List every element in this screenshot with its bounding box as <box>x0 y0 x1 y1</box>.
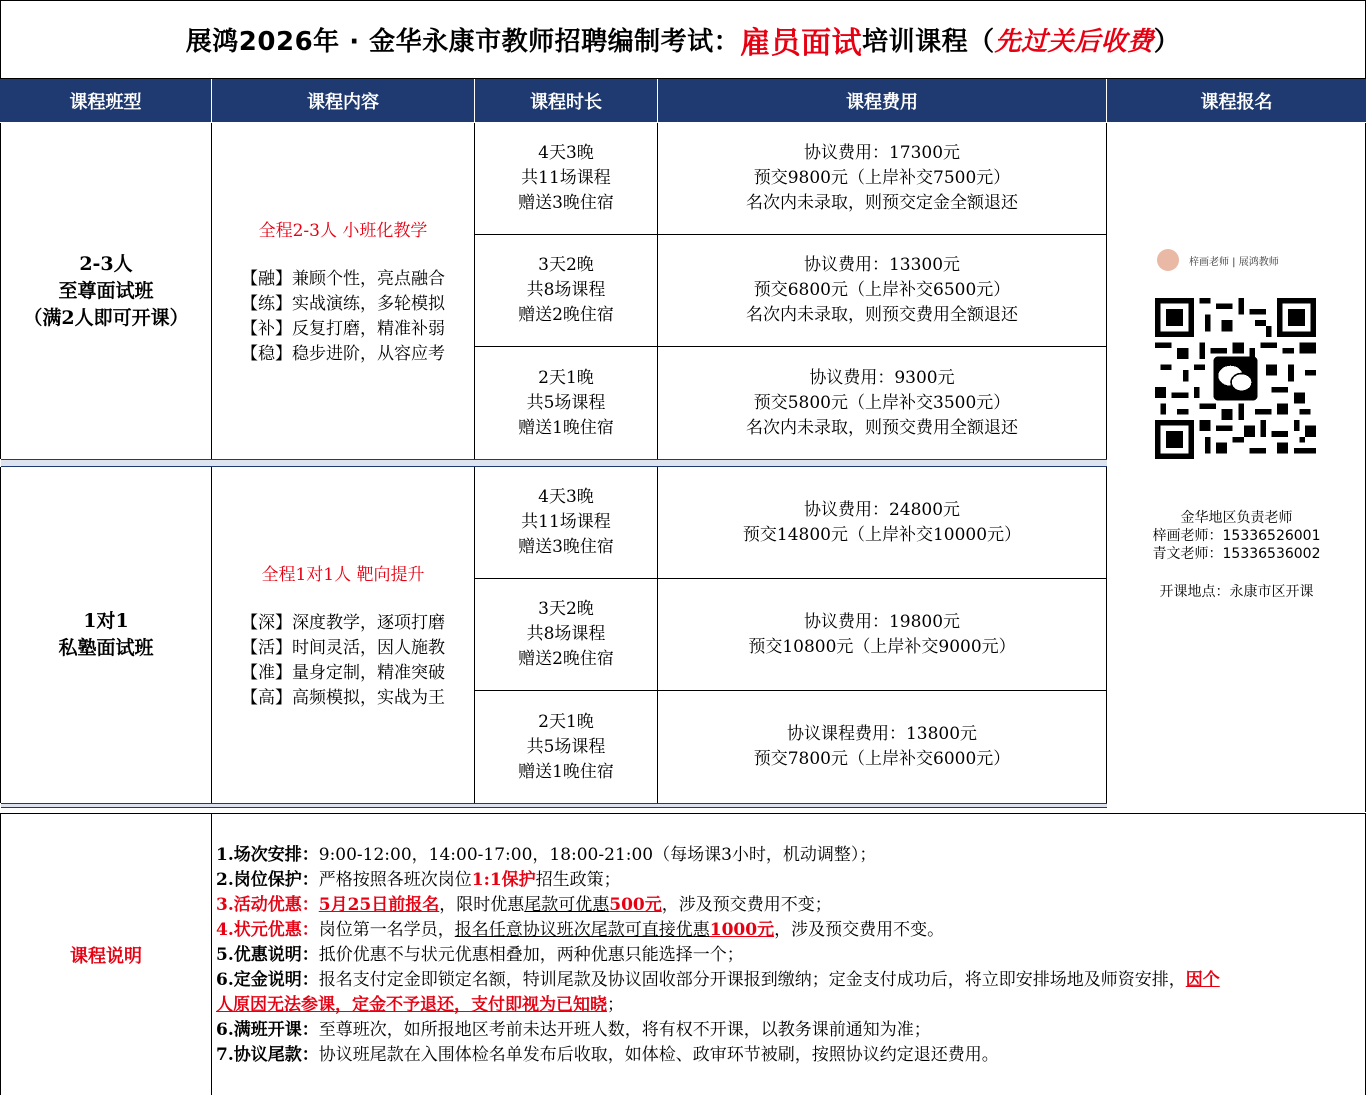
class-name-one-on-one <box>0 467 212 803</box>
fee-cell <box>658 235 1107 347</box>
avatar <box>1157 249 1179 271</box>
note-highlight: 1000元 <box>709 920 775 940</box>
fee-line: 协议费用：9300元 <box>809 367 955 388</box>
note-title: 6.定金说明： <box>216 970 319 990</box>
fee-line: 协议费用：24800元 <box>803 499 961 520</box>
fee-cell <box>658 579 1107 691</box>
note-title: 4.状元优惠： <box>216 920 319 940</box>
fee-line: 协议费用：19800元 <box>803 611 961 632</box>
content-line: 【准】量身定制，精准突破 <box>241 662 445 683</box>
note-highlight: 1:1保护 <box>471 870 536 890</box>
fee-cell <box>658 467 1107 579</box>
note-item <box>216 968 1365 993</box>
fee-line: 名次内未录取，则预交定金全额退还 <box>746 193 1018 213</box>
content-line: 【活】时间灵活，因人施教 <box>241 637 445 658</box>
duration-line: 赠送1晚住宿 <box>518 417 614 438</box>
fee-line: 预交7800元（上岸补交6000元） <box>753 749 1011 769</box>
duration-cell <box>475 467 658 579</box>
duration-line: 赠送3晚住宿 <box>518 193 614 213</box>
content-line: 【练】实战演练，多轮模拟 <box>241 293 445 314</box>
class-tagline: 全程1对1人 靶向提升 <box>261 564 425 585</box>
note-highlight: 因个 <box>1185 970 1220 990</box>
section-separator <box>1 459 1107 467</box>
note-text: ，限时优惠 <box>439 895 525 915</box>
note-highlight: 500元 <box>609 895 662 915</box>
note-underline: 尾款可优惠 <box>524 895 610 915</box>
note-text: 严格按照各班次岗位 <box>318 870 472 890</box>
registration-panel <box>1107 123 1366 812</box>
fee-cell <box>658 691 1107 803</box>
note-text: 招生政策； <box>535 870 621 890</box>
fee-cell <box>658 123 1107 235</box>
duration-line: 4天3晚 <box>538 487 594 507</box>
class-name-line: 1对1 <box>83 610 129 632</box>
fee-line: 名次内未录取，则预交费用全额退还 <box>746 305 1018 325</box>
duration-line: 4天3晚 <box>538 143 594 163</box>
header-registration: 课程报名 <box>1107 79 1366 122</box>
note-title: 1.场次安排： <box>216 845 319 865</box>
duration-line: 2天1晚 <box>538 367 594 388</box>
note-item <box>216 918 1365 943</box>
page-title <box>0 0 1366 79</box>
header-duration: 课程时长 <box>475 79 658 122</box>
note-text: ，涉及预交费用不变； <box>661 895 832 915</box>
class-tagline: 全程2-3人 小班化教学 <box>258 220 428 241</box>
duration-line: 共11场课程 <box>521 168 611 188</box>
class-name-line: 私塾面试班 <box>58 637 154 659</box>
content-line: 【高】高频模拟，实战为王 <box>241 687 445 708</box>
title-suffix: ） <box>1153 27 1181 57</box>
qr-caption-text: 梓画老师 | 展鸿教师 <box>1189 256 1279 268</box>
header-fee: 课程费用 <box>658 79 1107 122</box>
title-prefix: 展鸿2026年 · 金华永康市教师招聘编制考试： <box>185 27 741 57</box>
duration-line: 3天2晚 <box>538 599 594 619</box>
wechat-qr-code[interactable] <box>1155 298 1316 459</box>
course-location: 开课地点：永康市区开课 <box>1159 584 1314 600</box>
note-item <box>216 993 1365 1018</box>
note-title: 2.岗位保护： <box>216 870 319 890</box>
note-text: 岗位第一名学员， <box>318 920 455 940</box>
class-name-line: （满2人即可开课） <box>23 306 189 329</box>
duration-cell <box>475 579 658 691</box>
note-text: 抵价优惠不与状元优惠相叠加，两种优惠只能选择一个； <box>318 945 744 965</box>
header-class-type: 课程班型 <box>0 79 212 122</box>
note-item <box>216 893 1365 918</box>
duration-line: 赠送2晚住宿 <box>518 649 614 669</box>
contact-zihua[interactable]: 梓画老师：15336526001 <box>1152 528 1321 544</box>
note-text: 报名支付定金即锁定名额，特训尾款及协议固收部分开课报到缴纳；定金支付成功后，将立即安排场地及师资安排， <box>318 970 1186 990</box>
fee-line: 预交9800元（上岸补交7500元） <box>753 168 1011 188</box>
duration-line: 共5场课程 <box>526 392 606 413</box>
note-item <box>216 843 1365 868</box>
note-item <box>216 868 1365 893</box>
class-name-line: 2-3人 <box>79 252 133 275</box>
title-highlight: 雇员面试 <box>740 25 863 61</box>
fee-line: 协议课程费用：13800元 <box>786 724 978 744</box>
title-middle: 培训课程（ <box>862 27 995 57</box>
duration-line: 2天1晚 <box>538 711 594 732</box>
note-text: ； <box>607 995 624 1015</box>
duration-line: 赠送2晚住宿 <box>518 305 614 325</box>
class-content-one-on-one <box>212 467 475 803</box>
class-content-small-group <box>212 123 475 459</box>
note-title: 6.满班开课： <box>216 1020 319 1040</box>
fee-line: 预交14800元（上岸补交10000元） <box>742 524 1022 545</box>
class-name-line: 至尊面试班 <box>58 279 154 302</box>
contact-title: 金华地区负责老师 <box>1180 510 1293 526</box>
fee-line: 协议费用：17300元 <box>803 143 961 163</box>
course-notes <box>212 813 1366 1095</box>
note-highlight: 人原因无法参课，定金不予退还，支付即视为已知晓 <box>216 995 607 1015</box>
duration-cell <box>475 691 658 803</box>
duration-line: 3天2晚 <box>538 255 594 275</box>
content-line: 【稳】稳步进阶，从容应考 <box>241 343 445 364</box>
contact-qingwen[interactable]: 青文老师：15336536002 <box>1152 546 1321 562</box>
note-text: 9:00-12:00，14:00-17:00，18:00-21:00（每场课3小时，机动调整）； <box>318 845 877 865</box>
duration-line: 共11场课程 <box>521 512 611 532</box>
class-name-small-group <box>0 123 212 459</box>
duration-line: 共8场课程 <box>526 624 606 644</box>
note-item <box>216 943 1365 968</box>
section-separator <box>1 803 1107 808</box>
header-content: 课程内容 <box>212 79 475 122</box>
duration-cell <box>475 123 658 235</box>
duration-line: 赠送1晚住宿 <box>518 761 614 782</box>
duration-line: 赠送3晚住宿 <box>518 537 614 557</box>
note-item <box>216 1018 1365 1043</box>
note-title: 7.协议尾款： <box>216 1045 319 1065</box>
fee-line: 协议费用：13300元 <box>803 255 961 275</box>
fee-line: 预交6800元（上岸补交6500元） <box>753 280 1011 300</box>
content-line: 【补】反复打磨，精准补弱 <box>241 318 445 339</box>
duration-cell <box>475 235 658 347</box>
fee-cell <box>658 347 1107 459</box>
duration-cell <box>475 347 658 459</box>
content-line: 【融】兼顾个性，亮点融合 <box>241 268 445 289</box>
duration-line: 共5场课程 <box>526 736 606 757</box>
content-line: 【深】深度教学，逐项打磨 <box>241 612 445 633</box>
note-title: 3.活动优惠： <box>216 895 319 915</box>
duration-line: 共8场课程 <box>526 280 606 300</box>
note-highlight: 5月25日前报名 <box>318 895 440 915</box>
notes-label: 课程说明 <box>0 813 212 1095</box>
note-text: 协议班尾款在入围体检名单发布后收取，如体检、政审环节被刷，按照协议约定退还费用。 <box>318 1045 999 1065</box>
note-text: ，涉及预交费用不变。 <box>774 920 945 940</box>
note-item <box>216 1043 1365 1068</box>
note-title: 5.优惠说明： <box>216 945 319 965</box>
fee-line: 名次内未录取，则预交费用全额退还 <box>746 417 1018 438</box>
qr-caption <box>1157 249 1279 271</box>
fee-line: 预交10800元（上岸补交9000元） <box>748 636 1016 657</box>
fee-line: 预交5800元（上岸补交3500元） <box>753 392 1011 413</box>
note-underline: 报名任意协议班次尾款可直接优惠 <box>454 920 710 940</box>
note-text: 至尊班次，如所报地区考前未达开班人数，将有权不开课，以教务课前通知为准； <box>318 1020 931 1040</box>
title-italic: 先过关后收费 <box>994 27 1154 57</box>
